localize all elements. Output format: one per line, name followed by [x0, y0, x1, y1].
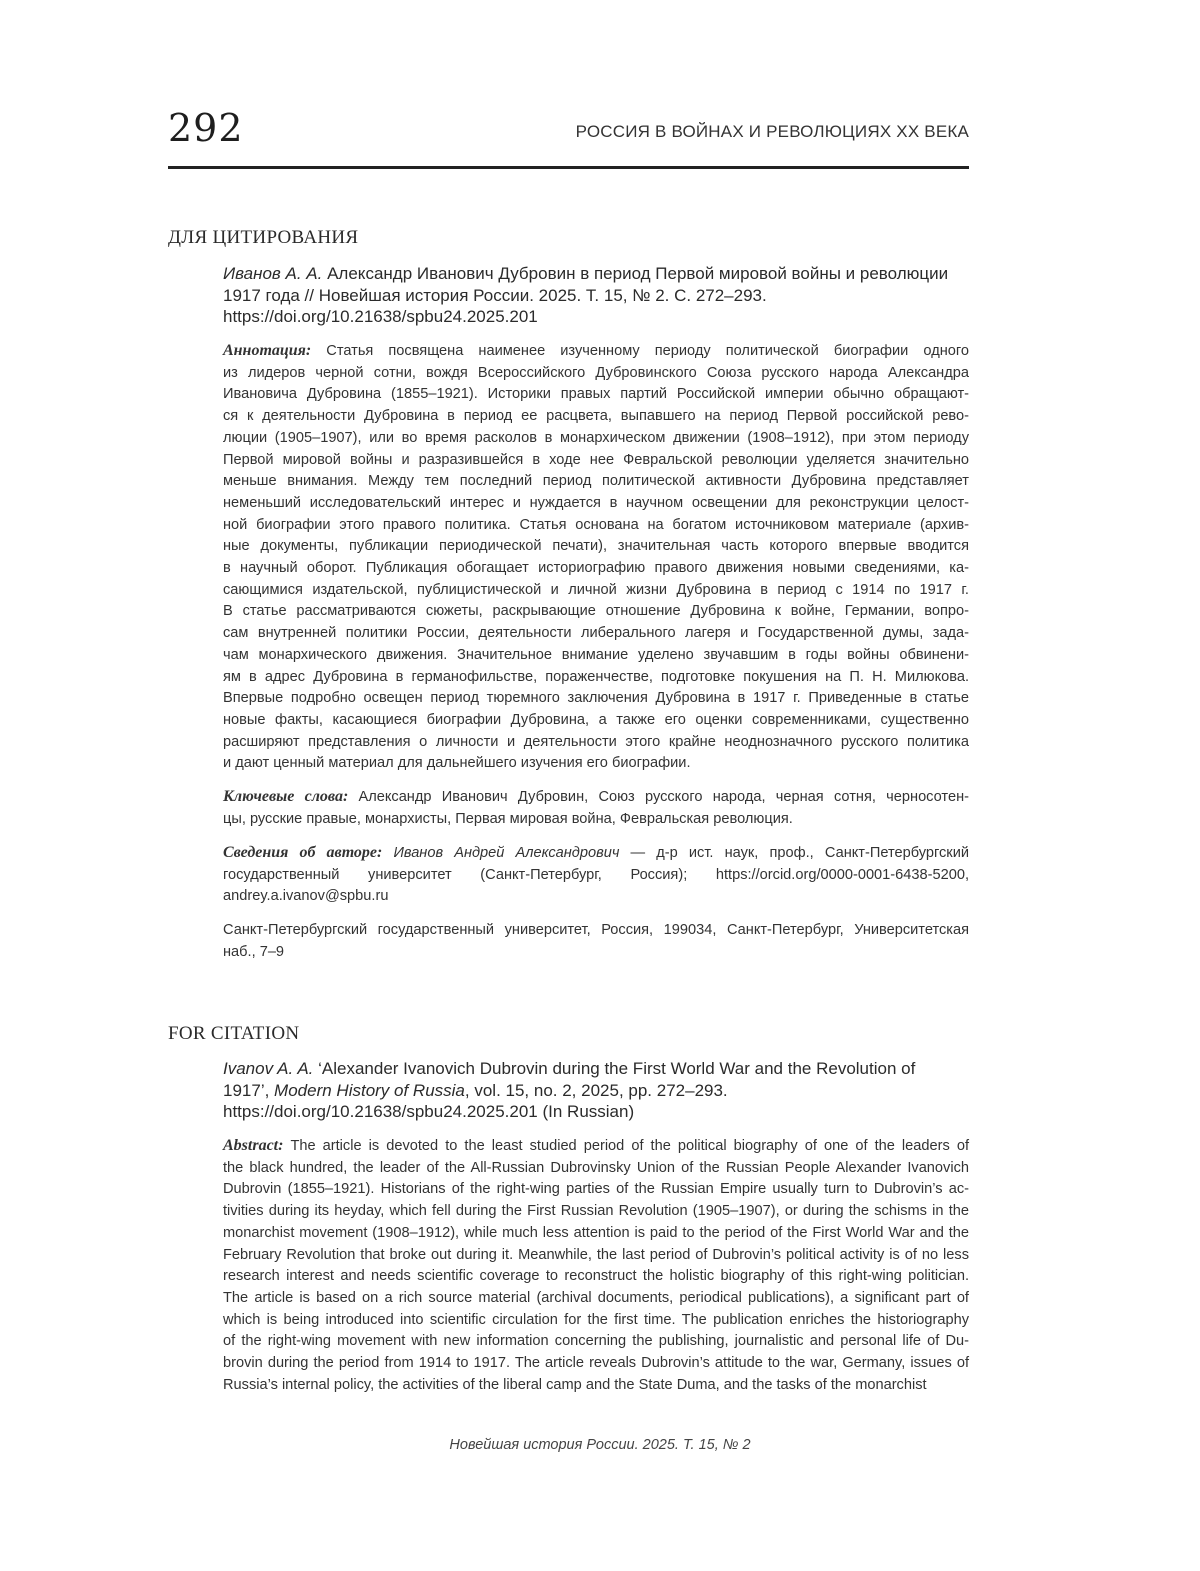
ru-abstract — [223, 340, 969, 775]
page-number: 292 — [168, 106, 244, 150]
ru-abstract-text-span: новые факты, касающиеся биографии Дубровина, а также его оценки современниками, существенно — [223, 711, 969, 728]
en-abstract-line — [223, 1375, 969, 1397]
ru-abstract-line — [223, 363, 969, 385]
ru-author-line — [223, 842, 969, 865]
ru-citation-title: Александр Иванович Дубровин в период Первой мировой войны и революции — [322, 264, 949, 283]
ru-abstract-line — [223, 667, 969, 689]
ru-affiliation-line — [223, 942, 969, 964]
en-abstract-line — [223, 1288, 969, 1310]
page-header — [168, 104, 969, 168]
en-citation-doi[interactable]: https://doi.org/10.21638/spbu24.2025.201 (In Russian) — [223, 1102, 635, 1121]
ru-abstract-line — [223, 471, 969, 493]
ru-abstract-text-span: ные документы, публикации периодической печати), значительная часть которого впервые вводится — [223, 538, 969, 555]
ru-abstract-text-span: Ивановича Дубровина (1855–1921). Историки правых партий Российской империи обычно обращают- — [223, 386, 969, 403]
ru-author-label: Сведения об авторе: — [223, 844, 394, 861]
ru-author-text — [223, 842, 969, 908]
ru-abstract-line — [223, 710, 969, 732]
ru-abstract-line — [223, 601, 969, 623]
en-abstract-line — [223, 1353, 969, 1375]
ru-abstract-text-span: Первой мировой войны и разразившейся в ходе нее Февральской революции уделяется значительно — [223, 451, 969, 468]
en-citation-details: , vol. 15, no. 2, 2025, pp. 272–293. — [464, 1080, 728, 1100]
en-abstract-line — [223, 1331, 969, 1353]
ru-abstract-label: Аннотация: — [223, 342, 327, 359]
en-abstract-text-span: tivities during its heyday, which fell during the First Russian Revolution (1905–1907), or during the schisms in the — [223, 1203, 969, 1220]
ru-abstract-text-span: ной биографии этого правого политика. Статья основана на богатом источниковом материале (архив- — [223, 516, 969, 533]
ru-abstract-text-span: в научный оборот. Публикация обогащает историографию правого движения новыми сведениями, ка- — [223, 560, 969, 577]
ru-abstract-text-span: Впервые подробно освещен период тюремного заключения Дубровина в 1917 г. Приведенные в статье — [223, 690, 969, 707]
ru-abstract-text-span: ся к деятельности Дубровина в период ее расцвета, выпавшего на период Первой российской рево- — [223, 408, 969, 425]
ru-abstract-line — [223, 580, 969, 602]
en-abstract-line — [223, 1223, 969, 1245]
en-citation-line-2 — [223, 1080, 969, 1102]
en-abstract-text — [223, 1135, 969, 1396]
ru-abstract-text — [223, 340, 969, 775]
ru-abstract-line — [223, 515, 969, 537]
en-abstract-text-span: The article is devoted to the least studied period of the political biography of one of the leaders of — [290, 1138, 970, 1154]
en-abstract — [223, 1135, 969, 1396]
ru-affiliation-line — [223, 920, 969, 942]
ru-abstract-text-span: меньше внимания. Между тем последний период политической активности Дубровина представляет — [223, 473, 969, 490]
ru-affiliation-text-span: Санкт-Петербургский государственный университет, Россия, 199034, Санкт-Петербург, Университетская — [223, 922, 969, 938]
ru-abstract-line — [223, 623, 969, 645]
ru-abstract-text-span: сающимися издательской, публицистической и личной жизни Дубровина в период с 1914 по 1917 г. — [223, 581, 969, 598]
en-abstract-line — [223, 1158, 969, 1180]
ru-abstract-line — [223, 732, 969, 754]
en-abstract-text-span: the black hundred, the leader of the All-Russian Dubrovinsky Union of the Russian People Alexander Ivanovich — [223, 1159, 969, 1176]
ru-author-text-span: государственный университет (Санкт-Петербург, Россия); https://orcid.org/0000-0001-6438-5200, — [223, 866, 969, 883]
en-abstract-line — [223, 1310, 969, 1332]
ru-abstract-line — [223, 493, 969, 515]
en-abstract-text-span: February Revolution that broke out during it. Meanwhile, the last period of Dubrovin’s political activity is of no less — [223, 1246, 969, 1263]
ru-abstract-line — [223, 428, 969, 450]
ru-abstract-line — [223, 753, 969, 775]
ru-citation-doi[interactable]: https://doi.org/10.21638/spbu24.2025.201 — [223, 307, 538, 326]
en-abstract-line — [223, 1266, 969, 1288]
ru-author-text-span: andrey.a.ivanov@spbu.ru — [223, 888, 389, 905]
en-citation-title-end: 1917’, — [223, 1080, 275, 1100]
en-abstract-text-span: which is being introduced into scientific circulation for the first time. The publication enriches the historiography — [223, 1311, 969, 1328]
ru-author-name: Иванов Андрей Александрович — [393, 845, 620, 861]
ru-citation-line-1 — [223, 263, 969, 285]
ru-affiliation-text — [223, 920, 969, 963]
en-abstract-label: Abstract: — [223, 1137, 291, 1154]
ru-abstract-line — [223, 645, 969, 667]
ru-keywords-text — [223, 786, 969, 830]
en-citation-line-1 — [223, 1058, 969, 1080]
ru-abstract-text-span: ям в адрес Дубровина в германофильстве, пораженчестве, подготовке покушения на П. Н. Милюкова. — [223, 668, 969, 685]
ru-abstract-line — [223, 536, 969, 558]
ru-author-info — [223, 842, 969, 908]
en-abstract-text-span: research interest and needs scientific coverage to reconstruct the holistic biography of this right-wing politician. — [223, 1268, 969, 1285]
ru-author-line — [223, 886, 969, 908]
ru-abstract-text-span: В статье рассматриваются сюжеты, раскрывающие отношение Дубровина к войне, Германии, вопро- — [223, 603, 969, 620]
ru-citation — [223, 263, 969, 328]
ru-abstract-text-span: и дают ценный материал для дальнейшего изучения его биографии. — [223, 755, 691, 772]
en-abstract-text-span: monarchist movement (1908–1912), while much less attention is paid to the period of the First World War and the — [223, 1224, 969, 1241]
ru-affiliation — [223, 920, 969, 963]
en-citation-title: ‘Alexander Ivanovich Dubrovin during the First World War and the Revolution of — [313, 1059, 916, 1078]
en-citation-journal: Modern History of Russia — [274, 1080, 465, 1100]
ru-abstract-line — [223, 384, 969, 406]
ru-affiliation-text-span: наб., 7–9 — [223, 943, 285, 960]
ru-abstract-text-span: расширяют представления о личности и деятельности этого крайне неоднозначного русского политика — [223, 733, 969, 750]
ru-abstract-text-span: чам монархического движения. Значительное внимание уделено звучавшим в годы войны обвинени- — [223, 646, 969, 663]
ru-abstract-line — [223, 450, 969, 472]
ru-abstract-line — [223, 688, 969, 710]
en-citation-author: Ivanov A. A. — [223, 1059, 314, 1078]
en-abstract-text-span: Dubrovin (1855–1921). Historians of the right-wing parties of the Russian Empire usually turn to Dubrovin’s ac- — [223, 1181, 969, 1198]
ru-author-text-span: — д-р ист. наук, проф., Санкт-Петербургский — [619, 845, 969, 861]
en-abstract-text-span: Russia’s internal policy, the activities of the liberal camp and the State Duma, and the tasks of the monarchist — [223, 1376, 927, 1393]
ru-keywords-line — [223, 786, 969, 809]
ru-abstract-text-span: люции (1905–1907), или во время расколов в монархическом движении (1908–1912), при этом периоду — [223, 429, 969, 446]
ru-keywords — [223, 786, 969, 830]
en-abstract-line — [223, 1245, 969, 1267]
ru-section-title: ДЛЯ ЦИТИРОВАНИЯ — [168, 227, 359, 248]
ru-citation-line-2: 1917 года // Новейшая история России. 2025. Т. 15, № 2. С. 272–293. — [223, 285, 767, 305]
ru-keywords-line — [223, 809, 969, 831]
page-footer: Новейшая история России. 2025. Т. 15, № 2 — [449, 1437, 751, 1453]
en-abstract-line — [223, 1135, 969, 1158]
running-title: РОССИЯ В ВОЙНАХ И РЕВОЛЮЦИЯХ XX ВЕКА — [575, 122, 969, 141]
en-abstract-line — [223, 1179, 969, 1201]
ru-citation-author: Иванов А. А. — [223, 264, 323, 283]
ru-abstract-text-span: из лидеров черной сотни, вождя Всероссийского Дубровинского Союза русского народа Александра — [223, 364, 969, 381]
ru-keywords-label: Ключевые слова: — [223, 788, 359, 805]
en-abstract-line — [223, 1201, 969, 1223]
ru-abstract-text-span: Статья посвящена наименее изученному периоду политической биографии одного — [326, 343, 970, 359]
ru-keywords-text-span: цы, русские правые, монархисты, Первая мировая война, Февральская революция. — [223, 810, 793, 827]
en-abstract-text-span: of the right-wing movement with new information concerning the publishing, journalistic and personal life of Du- — [223, 1333, 969, 1350]
ru-abstract-line — [223, 340, 969, 363]
en-citation — [223, 1058, 969, 1123]
en-abstract-text-span: brovin during the period from 1914 to 1917. The article reveals Dubrovin’s attitude to the war, Germany, issues of — [223, 1355, 969, 1372]
header-rule — [168, 166, 969, 169]
ru-keywords-text-span: Александр Иванович Дубровин, Союз русского народа, черная сотня, черносотен- — [358, 789, 969, 805]
ru-abstract-text-span: сам внутренней политики России, деятельности либерального лагеря и Государственной думы, зада- — [223, 625, 969, 642]
ru-abstract-line — [223, 558, 969, 580]
ru-abstract-line — [223, 406, 969, 428]
ru-author-line — [223, 865, 969, 887]
en-section-title: FOR CITATION — [168, 1023, 300, 1044]
en-abstract-text-span: The article is based on a rich source material (archival documents, periodical publications), a significant part of — [223, 1289, 969, 1306]
ru-abstract-text-span: неменьший исследовательский интерес и нуждается в научном освещении для реконструкции целост- — [223, 494, 969, 511]
